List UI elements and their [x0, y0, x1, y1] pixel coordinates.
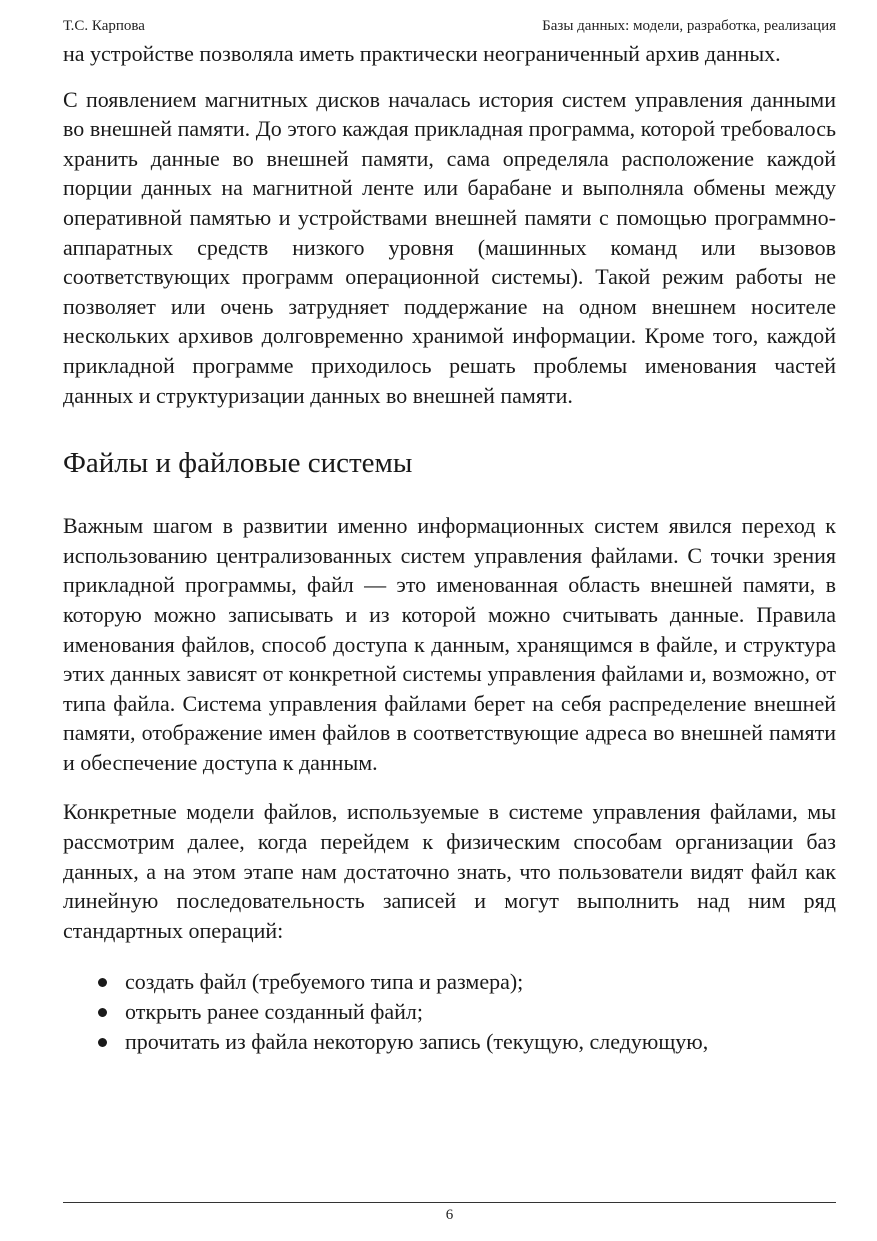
list-item-text: прочитать из файла некоторую запись (текущую, следующую,	[125, 1029, 709, 1055]
page-number: 6	[445, 1207, 454, 1223]
paragraph-file-systems: Важным шагом в развитии именно информационных систем явился переход к использованию централизованных систем управления файлами. С точки зрения прикладной программы, файл — это именованная область внешней памяти, в которую можно записывать и из которой можно считывать данные. Правила именования файлов, способ доступа к данным, хранящимся в файле, и структура этих данных зависят от конкретной системы управления файлами и, возможно, от типа файла. Система управления файлами берет на себя распределение внешней памяти, отображение имен файлов в соответствующие адреса во внешней памяти и обеспечение доступа к данным.	[63, 513, 836, 775]
paragraph-file-models: Конкретные модели файлов, используемые в системе управления файлами, мы рассмотрим далее, когда перейдем к физическим способам организации баз данных, а на этом этапе нам достаточно знать, что пользователи видят файл как линейную последовательность записей и могут выполнить над ним ряд стандартных операций:	[63, 799, 836, 943]
list-item-text: создать файл (требуемого типа и размера);	[125, 969, 524, 995]
footer-divider	[63, 1202, 836, 1203]
document-page	[63, 0, 836, 1241]
bullet-icon	[98, 1038, 107, 1047]
paragraph-continued: на устройстве позволяла иметь практически неограниченный архив данных.	[63, 41, 781, 66]
list-item	[63, 1027, 836, 1057]
list-item-text: открыть ранее созданный файл;	[125, 999, 424, 1025]
header-author: Т.С. Карпова	[63, 18, 145, 34]
body-text	[63, 39, 836, 1057]
operations-list	[63, 967, 836, 1057]
list-item	[63, 967, 836, 997]
section-heading: Файлы и файловые системы	[63, 447, 413, 480]
paragraph-magnetic-disks: С появлением магнитных дисков началась история систем управления данными во внешней памяти. До этого каждая прикладная программа, которой требовалось хранить данные во внешней памяти, сама определяла расположение каждой порции данных на магнитной ленте или барабане и выполняла обмены между оперативной памятью и устройствами внешней памяти с помощью программно-аппаратных средств низкого уровня (машинных команд или вызовов соответствующих программ операционной системы). Такой режим работы не позволяет или очень затрудняет поддержание на одном внешнем носителе нескольких архивов долговременно хранимой информации. Кроме того, каждой прикладной программе приходилось решать проблемы именования частей данных и структуризации данных во внешней памяти.	[63, 86, 836, 408]
list-item	[63, 997, 836, 1027]
running-header	[63, 16, 836, 36]
bullet-icon	[98, 978, 107, 987]
header-book-title: Базы данных: модели, разработка, реализация	[542, 18, 836, 34]
bullet-icon	[98, 1008, 107, 1017]
